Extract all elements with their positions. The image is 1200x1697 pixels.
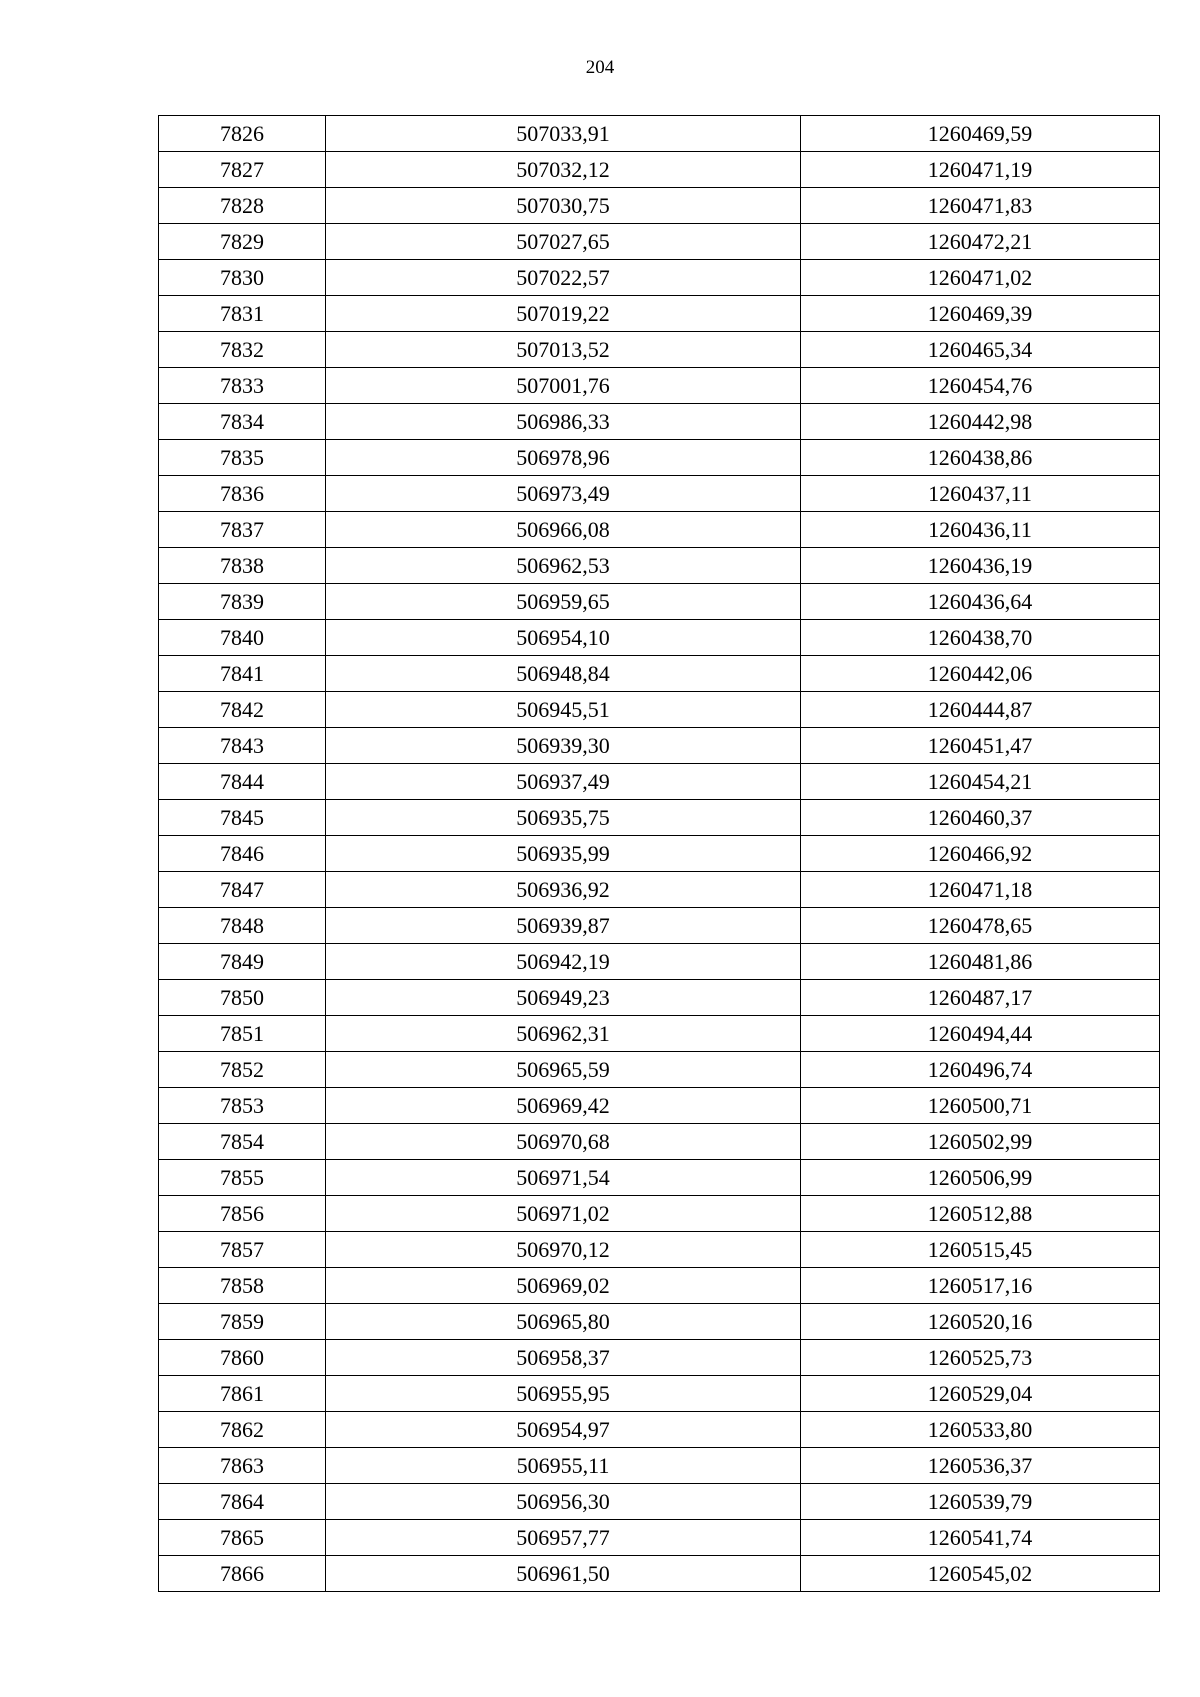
- x-coordinate-cell: 506949,23: [326, 980, 801, 1016]
- table-row: [159, 1556, 1160, 1592]
- point-number-cell: 7862: [159, 1412, 326, 1448]
- point-number-cell: 7848: [159, 908, 326, 944]
- table-row: [159, 1376, 1160, 1412]
- table-row: [159, 1520, 1160, 1556]
- y-coordinate-cell: 1260525,73: [801, 1340, 1160, 1376]
- x-coordinate-cell: 506936,92: [326, 872, 801, 908]
- y-coordinate-cell: 1260469,39: [801, 296, 1160, 332]
- y-coordinate-cell: 1260444,87: [801, 692, 1160, 728]
- x-coordinate-cell: 507022,57: [326, 260, 801, 296]
- table-row: [159, 224, 1160, 260]
- x-coordinate-cell: 507027,65: [326, 224, 801, 260]
- table-row: [159, 404, 1160, 440]
- y-coordinate-cell: 1260487,17: [801, 980, 1160, 1016]
- y-coordinate-cell: 1260438,70: [801, 620, 1160, 656]
- x-coordinate-cell: 507033,91: [326, 116, 801, 152]
- table-row: [159, 548, 1160, 584]
- table-row: [159, 116, 1160, 152]
- table-row: [159, 584, 1160, 620]
- x-coordinate-cell: 506986,33: [326, 404, 801, 440]
- x-coordinate-cell: 506970,12: [326, 1232, 801, 1268]
- table-row: [159, 908, 1160, 944]
- x-coordinate-cell: 507030,75: [326, 188, 801, 224]
- point-number-cell: 7839: [159, 584, 326, 620]
- x-coordinate-cell: 506942,19: [326, 944, 801, 980]
- x-coordinate-cell: 506966,08: [326, 512, 801, 548]
- point-number-cell: 7829: [159, 224, 326, 260]
- x-coordinate-cell: 506957,77: [326, 1520, 801, 1556]
- y-coordinate-cell: 1260469,59: [801, 116, 1160, 152]
- table-row: [159, 1196, 1160, 1232]
- y-coordinate-cell: 1260471,02: [801, 260, 1160, 296]
- y-coordinate-cell: 1260512,88: [801, 1196, 1160, 1232]
- point-number-cell: 7837: [159, 512, 326, 548]
- x-coordinate-cell: 506969,02: [326, 1268, 801, 1304]
- point-number-cell: 7850: [159, 980, 326, 1016]
- point-number-cell: 7842: [159, 692, 326, 728]
- table-row: [159, 1232, 1160, 1268]
- x-coordinate-cell: 506939,87: [326, 908, 801, 944]
- coordinates-table: [158, 115, 1160, 1592]
- y-coordinate-cell: 1260515,45: [801, 1232, 1160, 1268]
- coordinates-table-body: [159, 116, 1160, 1592]
- y-coordinate-cell: 1260466,92: [801, 836, 1160, 872]
- y-coordinate-cell: 1260478,65: [801, 908, 1160, 944]
- x-coordinate-cell: 506935,75: [326, 800, 801, 836]
- y-coordinate-cell: 1260529,04: [801, 1376, 1160, 1412]
- y-coordinate-cell: 1260436,64: [801, 584, 1160, 620]
- y-coordinate-cell: 1260465,34: [801, 332, 1160, 368]
- table-row: [159, 1088, 1160, 1124]
- y-coordinate-cell: 1260496,74: [801, 1052, 1160, 1088]
- table-row: [159, 476, 1160, 512]
- x-coordinate-cell: 507013,52: [326, 332, 801, 368]
- table-row: [159, 728, 1160, 764]
- y-coordinate-cell: 1260436,11: [801, 512, 1160, 548]
- x-coordinate-cell: 506955,95: [326, 1376, 801, 1412]
- x-coordinate-cell: 507001,76: [326, 368, 801, 404]
- y-coordinate-cell: 1260460,37: [801, 800, 1160, 836]
- point-number-cell: 7828: [159, 188, 326, 224]
- table-row: [159, 1412, 1160, 1448]
- y-coordinate-cell: 1260506,99: [801, 1160, 1160, 1196]
- x-coordinate-cell: 506965,59: [326, 1052, 801, 1088]
- point-number-cell: 7851: [159, 1016, 326, 1052]
- point-number-cell: 7830: [159, 260, 326, 296]
- y-coordinate-cell: 1260500,71: [801, 1088, 1160, 1124]
- y-coordinate-cell: 1260520,16: [801, 1304, 1160, 1340]
- x-coordinate-cell: 506935,99: [326, 836, 801, 872]
- table-row: [159, 1340, 1160, 1376]
- table-row: [159, 944, 1160, 980]
- y-coordinate-cell: 1260454,76: [801, 368, 1160, 404]
- y-coordinate-cell: 1260436,19: [801, 548, 1160, 584]
- table-row: [159, 188, 1160, 224]
- table-row: [159, 980, 1160, 1016]
- point-number-cell: 7833: [159, 368, 326, 404]
- point-number-cell: 7847: [159, 872, 326, 908]
- y-coordinate-cell: 1260442,98: [801, 404, 1160, 440]
- table-row: [159, 1160, 1160, 1196]
- y-coordinate-cell: 1260517,16: [801, 1268, 1160, 1304]
- point-number-cell: 7865: [159, 1520, 326, 1556]
- point-number-cell: 7866: [159, 1556, 326, 1592]
- table-row: [159, 872, 1160, 908]
- table-row: [159, 1448, 1160, 1484]
- point-number-cell: 7844: [159, 764, 326, 800]
- point-number-cell: 7852: [159, 1052, 326, 1088]
- point-number-cell: 7855: [159, 1160, 326, 1196]
- table-row: [159, 656, 1160, 692]
- table-row: [159, 296, 1160, 332]
- point-number-cell: 7826: [159, 116, 326, 152]
- x-coordinate-cell: 506969,42: [326, 1088, 801, 1124]
- table-row: [159, 512, 1160, 548]
- point-number-cell: 7831: [159, 296, 326, 332]
- table-row: [159, 152, 1160, 188]
- table-row: [159, 1052, 1160, 1088]
- y-coordinate-cell: 1260471,19: [801, 152, 1160, 188]
- point-number-cell: 7838: [159, 548, 326, 584]
- table-row: [159, 800, 1160, 836]
- table-row: [159, 260, 1160, 296]
- y-coordinate-cell: 1260438,86: [801, 440, 1160, 476]
- x-coordinate-cell: 506978,96: [326, 440, 801, 476]
- table-row: [159, 440, 1160, 476]
- point-number-cell: 7845: [159, 800, 326, 836]
- point-number-cell: 7864: [159, 1484, 326, 1520]
- point-number-cell: 7834: [159, 404, 326, 440]
- table-row: [159, 836, 1160, 872]
- y-coordinate-cell: 1260437,11: [801, 476, 1160, 512]
- point-number-cell: 7861: [159, 1376, 326, 1412]
- table-row: [159, 368, 1160, 404]
- point-number-cell: 7860: [159, 1340, 326, 1376]
- x-coordinate-cell: 506948,84: [326, 656, 801, 692]
- table-row: [159, 1124, 1160, 1160]
- point-number-cell: 7835: [159, 440, 326, 476]
- table-row: [159, 1016, 1160, 1052]
- y-coordinate-cell: 1260442,06: [801, 656, 1160, 692]
- x-coordinate-cell: 506971,02: [326, 1196, 801, 1232]
- table-row: [159, 1268, 1160, 1304]
- x-coordinate-cell: 507019,22: [326, 296, 801, 332]
- point-number-cell: 7843: [159, 728, 326, 764]
- table-row: [159, 620, 1160, 656]
- point-number-cell: 7854: [159, 1124, 326, 1160]
- y-coordinate-cell: 1260539,79: [801, 1484, 1160, 1520]
- y-coordinate-cell: 1260454,21: [801, 764, 1160, 800]
- page-number: 204: [585, 57, 615, 78]
- y-coordinate-cell: 1260541,74: [801, 1520, 1160, 1556]
- y-coordinate-cell: 1260502,99: [801, 1124, 1160, 1160]
- point-number-cell: 7827: [159, 152, 326, 188]
- x-coordinate-cell: 506954,10: [326, 620, 801, 656]
- table-row: [159, 692, 1160, 728]
- point-number-cell: 7858: [159, 1268, 326, 1304]
- x-coordinate-cell: 506954,97: [326, 1412, 801, 1448]
- x-coordinate-cell: 506956,30: [326, 1484, 801, 1520]
- y-coordinate-cell: 1260545,02: [801, 1556, 1160, 1592]
- point-number-cell: 7853: [159, 1088, 326, 1124]
- point-number-cell: 7841: [159, 656, 326, 692]
- x-coordinate-cell: 506973,49: [326, 476, 801, 512]
- x-coordinate-cell: 506955,11: [326, 1448, 801, 1484]
- y-coordinate-cell: 1260472,21: [801, 224, 1160, 260]
- x-coordinate-cell: 506962,53: [326, 548, 801, 584]
- point-number-cell: 7849: [159, 944, 326, 980]
- y-coordinate-cell: 1260494,44: [801, 1016, 1160, 1052]
- x-coordinate-cell: 506961,50: [326, 1556, 801, 1592]
- point-number-cell: 7859: [159, 1304, 326, 1340]
- x-coordinate-cell: 506958,37: [326, 1340, 801, 1376]
- y-coordinate-cell: 1260471,18: [801, 872, 1160, 908]
- x-coordinate-cell: 506970,68: [326, 1124, 801, 1160]
- y-coordinate-cell: 1260471,83: [801, 188, 1160, 224]
- point-number-cell: 7840: [159, 620, 326, 656]
- point-number-cell: 7836: [159, 476, 326, 512]
- table-row: [159, 764, 1160, 800]
- point-number-cell: 7856: [159, 1196, 326, 1232]
- x-coordinate-cell: 507032,12: [326, 152, 801, 188]
- point-number-cell: 7857: [159, 1232, 326, 1268]
- table-row: [159, 1484, 1160, 1520]
- point-number-cell: 7846: [159, 836, 326, 872]
- table-row: [159, 1304, 1160, 1340]
- y-coordinate-cell: 1260536,37: [801, 1448, 1160, 1484]
- x-coordinate-cell: 506939,30: [326, 728, 801, 764]
- x-coordinate-cell: 506937,49: [326, 764, 801, 800]
- point-number-cell: 7832: [159, 332, 326, 368]
- x-coordinate-cell: 506962,31: [326, 1016, 801, 1052]
- y-coordinate-cell: 1260481,86: [801, 944, 1160, 980]
- y-coordinate-cell: 1260451,47: [801, 728, 1160, 764]
- y-coordinate-cell: 1260533,80: [801, 1412, 1160, 1448]
- x-coordinate-cell: 506945,51: [326, 692, 801, 728]
- table-row: [159, 332, 1160, 368]
- x-coordinate-cell: 506965,80: [326, 1304, 801, 1340]
- point-number-cell: 7863: [159, 1448, 326, 1484]
- x-coordinate-cell: 506959,65: [326, 584, 801, 620]
- x-coordinate-cell: 506971,54: [326, 1160, 801, 1196]
